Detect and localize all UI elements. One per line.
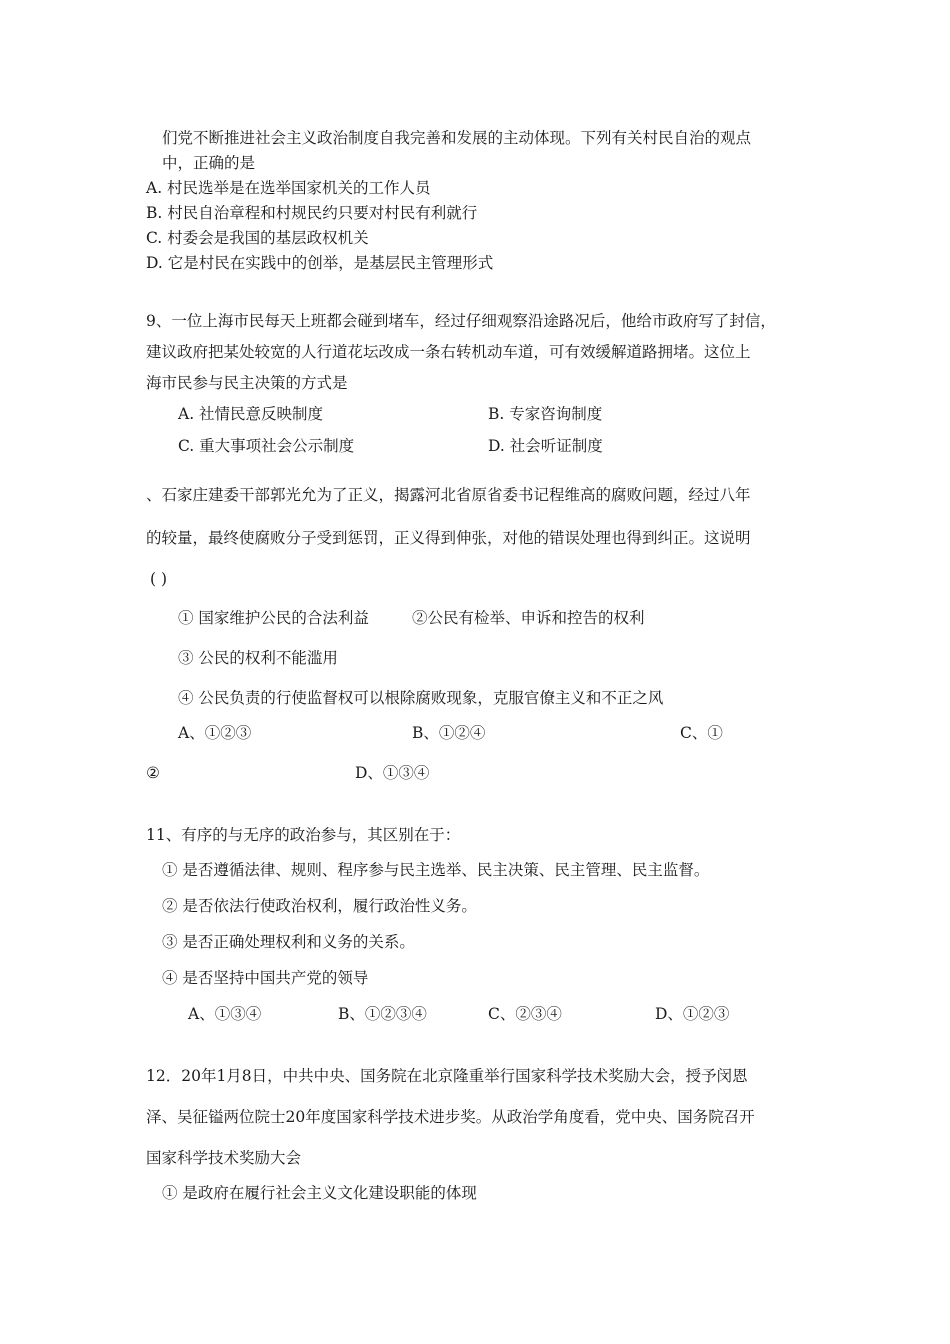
q12-stem-line2: 泽、吴征镒两位院士20年度国家科学技术进步奖。从政治学角度看，党中央、国务院召开 (146, 1108, 755, 1126)
q8-option-d: D. 它是村民在实践中的创举，是基层民主管理形式 (146, 254, 494, 272)
q11-option-c: C、②③④ (488, 1005, 562, 1023)
q12-stem-line1: 12．20年1月8日，中共中央、国务院在北京隆重举行国家科学技术奖励大会，授予闵恩 (146, 1067, 748, 1085)
q10-option-d: D、①③④ (355, 764, 430, 782)
q8-option-b: B. 村民自治章程和村规民约只要对村民有利就行 (146, 204, 478, 222)
q11-option-b: B、①②③④ (338, 1005, 427, 1023)
q12-item-1: ① 是政府在履行社会主义文化建设职能的体现 (162, 1184, 477, 1202)
q11-item-1: ① 是否遵循法律、规则、程序参与民主选举、民主决策、民主管理、民主监督。 (162, 861, 710, 879)
q11-item-2: ② 是否依法行使政治权利，履行政治性义务。 (162, 897, 477, 915)
q11-item-3: ③ 是否正确处理权利和义务的关系。 (162, 933, 415, 951)
q10-option-b: B、①②④ (412, 724, 486, 742)
q11-option-a: A、①③④ (188, 1005, 262, 1023)
q11-stem: 11、有序的与无序的政治参与，其区别在于： (146, 826, 461, 844)
q10-stem-line1: 、石家庄建委干部郭光允为了正义，揭露河北省原省委书记程维高的腐败问题，经过八年 (146, 486, 751, 504)
q10-answer-paren: ( ) (150, 570, 168, 588)
q10-item-1: ① 国家维护公民的合法利益 (178, 609, 369, 627)
q8-stem-line2: 中，正确的是 (162, 154, 256, 172)
q10-stem-line2: 的较量，最终使腐败分子受到惩罚，正义得到伸张，对他的错误处理也得到纠正。这说明 (146, 529, 751, 547)
q8-stem-line1: 们党不断推进社会主义政治制度自我完善和发展的主动体现。下列有关村民自治的观点 (162, 129, 752, 147)
q8-option-c: C. 村委会是我国的基层政权机关 (146, 229, 369, 247)
q9-option-b: B. 专家咨询制度 (488, 405, 603, 423)
q9-stem-line1: 9、一位上海市民每天上班都会碰到堵车，经过仔细观察沿途路况后，他给市政府写了封信， (146, 312, 776, 330)
q10-item-2: ②公民有检举、申诉和控告的权利 (412, 609, 645, 627)
q8-option-a: A. 村民选举是在选举国家机关的工作人员 (146, 179, 431, 197)
q11-option-d: D、①②③ (655, 1005, 730, 1023)
q12-stem-line3: 国家科学技术奖励大会 (146, 1149, 302, 1167)
q9-stem-line2: 建议政府把某处较宽的人行道花坛改成一条右转机动车道，可有效缓解道路拥堵。这位上 (146, 343, 751, 361)
q10-option-a: A、①②③ (178, 724, 252, 742)
q10-option-c-cont: ② (146, 764, 160, 782)
q9-option-a: A. 社情民意反映制度 (178, 405, 324, 423)
q10-item-4: ④ 公民负责的行使监督权可以根除腐败现象，克服官僚主义和不正之风 (178, 689, 664, 707)
q10-option-c: C、① (680, 724, 723, 742)
q9-stem-line3: 海市民参与民主决策的方式是 (146, 374, 348, 392)
q11-item-4: ④ 是否坚持中国共产党的领导 (162, 969, 369, 987)
q9-option-c: C. 重大事项社会公示制度 (178, 437, 355, 455)
q10-item-3: ③ 公民的权利不能滥用 (178, 649, 338, 667)
q9-option-d: D. 社会听证制度 (488, 437, 603, 455)
